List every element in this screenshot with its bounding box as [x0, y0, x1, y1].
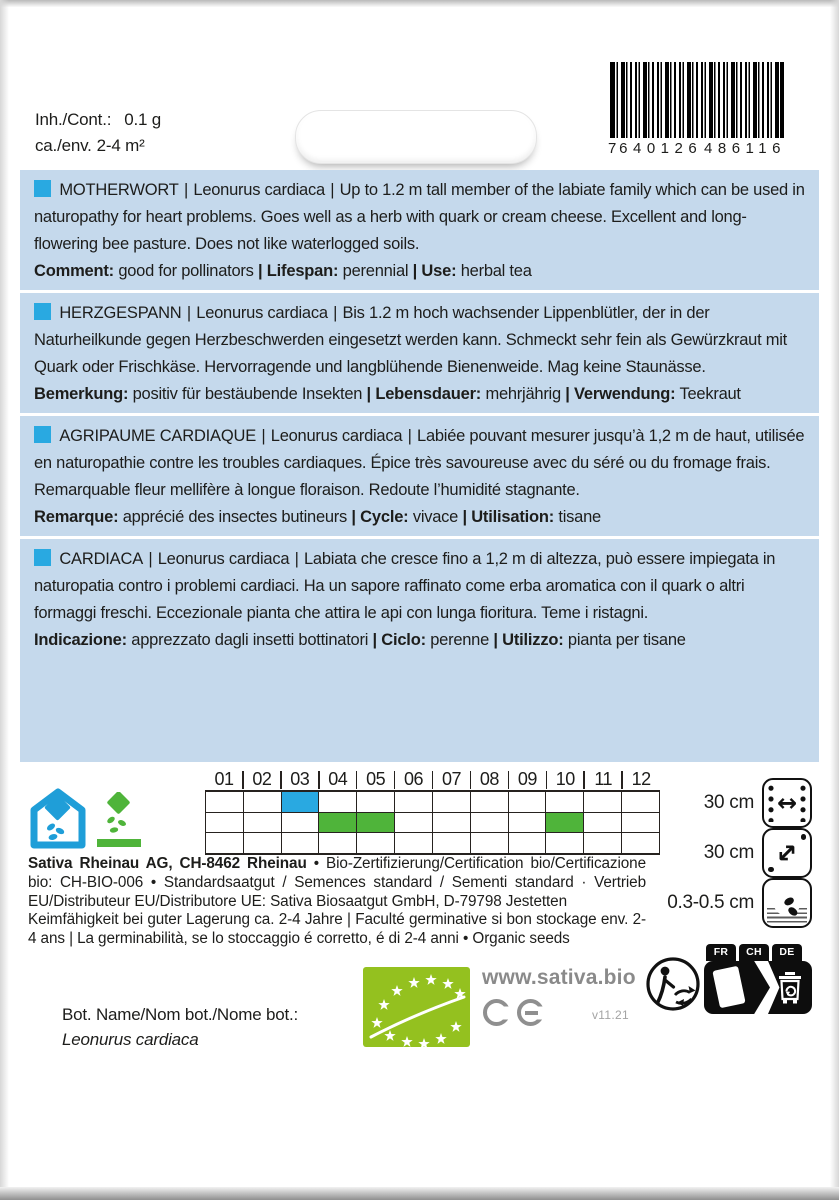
lang-description	[34, 177, 807, 258]
calendar-cell-09	[508, 792, 546, 812]
calendar-month-label: 01	[214, 769, 234, 789]
calendar-cell-05	[356, 792, 394, 812]
packet-arrow-shape	[704, 961, 770, 1014]
separator: |	[351, 508, 356, 526]
botanical-name-block	[62, 1002, 298, 1052]
calendar-month-label: 02	[243, 769, 281, 790]
calendar-cell-07	[432, 813, 470, 833]
separator: |	[333, 304, 338, 322]
common-name: CARDIACA	[59, 550, 144, 568]
description-text: Labiée pouvant mesurer jusqu’à 1,2 m de haut, utilisée en naturopathie contre les troubles cardiaques. Épice très savoureuse avec du séré ou du fromage frais. Remarquable fleur mellifère à longue floraison. Redoute l’humidité stagnante.	[34, 427, 805, 499]
content-quantity	[35, 107, 161, 159]
info-value: pianta per tisane	[567, 631, 686, 649]
calendar-cell-10	[545, 833, 583, 853]
ean-barcode	[608, 62, 786, 158]
lang-info-line	[34, 627, 807, 654]
description-text: Up to 1.2 m tall member of the labiate family which can be used in naturopathy for heart problems. Goes well as a herb with quark or cream cheese. Excellent and long-flowering bee pasture. Does not like waterlogged soils.	[34, 181, 805, 253]
category-color-square-icon	[34, 180, 51, 197]
info-value: vivace	[412, 508, 459, 526]
calendar-cell-04	[318, 792, 356, 812]
calendar-cell-06	[394, 792, 432, 812]
horizontal-arrow-icon: ↔	[776, 789, 798, 817]
separator: |	[565, 385, 570, 403]
company-name: Sativa Rheinau AG, CH-8462 Rheinau	[28, 855, 307, 872]
calendar-cell-06	[394, 833, 432, 853]
calendar-cell-04	[318, 833, 356, 853]
recycling-bin-icon	[768, 961, 812, 1014]
info-value: good for pollinators	[118, 262, 254, 280]
separator: |	[412, 262, 418, 280]
diagonal-arrow-icon: ↔	[768, 834, 806, 872]
calendar-cell-11	[583, 833, 621, 853]
barcode-bars	[610, 62, 784, 138]
version-text: v11.21	[592, 1008, 629, 1022]
lang-description	[34, 300, 807, 381]
info-value: apprécié des insectes butineurs	[122, 508, 348, 526]
info-value: perenne	[430, 631, 490, 649]
calendar-month-label: 09	[508, 769, 546, 790]
common-name: HERZGESPANN	[59, 304, 182, 322]
info-value: positiv für bestäubende Insekten	[132, 385, 363, 403]
content-weight-line	[35, 107, 161, 133]
direct-sowing-icon	[96, 792, 142, 855]
ce-letter-c	[483, 999, 510, 1026]
calendar-cell-10	[545, 792, 583, 812]
calendar-cell-08	[470, 792, 508, 812]
sowing-depth-info	[640, 879, 812, 927]
photo-edge-left	[0, 0, 9, 1200]
calendar-cell-11	[583, 792, 621, 812]
separator: |	[148, 550, 153, 568]
description-text: Bis 1.2 m hoch wachsender Lippenblütler, der in der Naturheilkunde gegen Herzbeschwerden eingesetzt werden kann. Schmeckt sehr fein als Gewürzkraut mit Quark oder Frischkäse. Hervorragende und langblühende Bienenweide. Mag keine Staunässe.	[34, 304, 787, 376]
bot-name-value: Leonurus cardiaca	[62, 1030, 199, 1049]
info-label: Lifespan:	[266, 262, 339, 280]
area-label: ca./env.	[35, 136, 92, 155]
barcode-group1: 640126	[619, 140, 703, 157]
calendar-month-label: 06	[395, 769, 433, 790]
content-value: 0.1 g	[124, 110, 162, 129]
separator: |	[407, 427, 412, 445]
calendar-row-empty	[206, 833, 659, 853]
calendar-month-label: 04	[319, 769, 357, 790]
ce-letter-e	[517, 999, 544, 1026]
plant-spacing-info	[640, 829, 812, 877]
calendar-cell-05	[356, 833, 394, 853]
lang-block-german	[20, 293, 819, 413]
calendar-cell-03	[281, 833, 319, 853]
coverage-line	[35, 133, 161, 159]
lang-description	[34, 546, 807, 627]
disposal-tab-ch: CH	[739, 944, 769, 961]
separator: |	[493, 631, 498, 649]
botanical-name: Leonurus cardiaca	[196, 304, 328, 322]
category-color-square-icon	[34, 303, 51, 320]
photo-edge-right	[830, 0, 839, 1200]
calendar-cell-08	[470, 833, 508, 853]
info-label: Cycle:	[360, 508, 409, 526]
plant-spacing-icon	[762, 828, 812, 878]
barcode-group2: 486116	[704, 140, 786, 157]
ce-mark-icon	[483, 999, 544, 1026]
calendar-month-label: 10	[546, 769, 584, 790]
calendar-month-row	[205, 769, 660, 792]
calendar-grid	[205, 792, 660, 855]
calendar-month-label: 05	[357, 769, 395, 790]
lang-block-french	[20, 416, 819, 536]
botanical-name: Leonurus cardiaca	[270, 427, 403, 445]
calendar-cell-02	[243, 833, 281, 853]
separator: |	[186, 304, 191, 322]
sowing-depth-value: 0.3-0.5 cm	[667, 892, 754, 913]
calendar-cell-09	[508, 833, 546, 853]
eu-organic-logo	[363, 967, 470, 1047]
content-label: Inh./Cont.:	[35, 110, 112, 129]
barcode-digits	[608, 140, 786, 157]
protected-sowing-icon	[29, 787, 87, 854]
calendar-month-label: 08	[470, 769, 508, 790]
certification-text: • Bio-Zertifizierung/Certification bio/Certificazione bio: CH-BIO-006 • Standardsaatgut / Semences standard / Sementi standard · Vertrieb EU/Distributeur EU/Distributore UE: Sativa Biosaatgut GmbH, D-79798 Jestetten	[28, 855, 646, 910]
calendar-cell-08	[470, 813, 508, 833]
photo-edge-bottom	[0, 1187, 839, 1200]
lang-info-line	[34, 381, 807, 408]
lang-info-line	[34, 258, 807, 285]
lang-description	[34, 423, 807, 504]
lang-info-line	[34, 504, 807, 531]
area-value: 2-4 m²	[96, 136, 145, 155]
calendar-cell-04	[318, 813, 356, 833]
calendar-cell-03	[281, 813, 319, 833]
calendar-cell-02	[243, 813, 281, 833]
row-spacing-value: 30 cm	[703, 792, 754, 813]
info-label: Use:	[421, 262, 457, 280]
description-text: Labiata che cresce fino a 1,2 m di altezza, può essere impiegata in naturopatia contro i problemi cardiaci. Ha un sapore raffinato come erba aromatica con il quark o altri formaggi freschi. Eccezionale pianta che attira le api con lunga fioritura. Teme i ristagni.	[34, 550, 776, 622]
germination-paragraph: Keimfähigkeit bei guter Lagerung ca. 2-4 Jahre | Faculté germinative si bon stockage env. 2-4 ans | La germinabilità, se lo stoccaggio é corretto, é di 2-4 anni • Organic seeds	[28, 911, 646, 948]
info-value: herbal tea	[460, 262, 532, 280]
calendar-month-label: 12	[622, 769, 660, 790]
info-label: Verwendung:	[574, 385, 676, 403]
barcode-lead-digit: 7	[608, 140, 618, 157]
photo-edge-top	[0, 0, 839, 7]
plant-spacing-value: 30 cm	[703, 842, 754, 863]
calendar-cell-02	[243, 792, 281, 812]
calendar-cell-01	[206, 813, 243, 833]
calendar-cell-07	[432, 833, 470, 853]
info-label: Utilizzo:	[502, 631, 564, 649]
sowing-calendar	[205, 769, 660, 855]
calendar-row-protected-sowing	[206, 792, 659, 813]
disposal-sorting-icon	[704, 944, 812, 1014]
info-label: Remarque:	[34, 508, 119, 526]
calendar-cell-07	[432, 792, 470, 812]
calendar-cell-01	[206, 792, 243, 812]
calendar-cell-11	[583, 813, 621, 833]
lang-block-english	[20, 170, 819, 290]
common-name: AGRIPAUME CARDIAQUE	[59, 427, 257, 445]
certification-paragraph	[28, 855, 646, 911]
separator: |	[372, 631, 377, 649]
info-label: Bemerkung:	[34, 385, 129, 403]
info-value: perennial	[342, 262, 409, 280]
category-color-square-icon	[34, 549, 51, 566]
calendar-cell-06	[394, 813, 432, 833]
info-value: Teekraut	[679, 385, 741, 403]
disposal-tab-de: DE	[772, 944, 802, 961]
info-label: Ciclo:	[381, 631, 426, 649]
seed-packet-shape	[712, 966, 745, 1009]
info-label: Indicazione:	[34, 631, 127, 649]
info-value: apprezzato dagli insetti bottinatori	[131, 631, 369, 649]
separator: |	[258, 262, 263, 280]
separator: |	[261, 427, 266, 445]
disposal-country-tabs	[704, 944, 812, 961]
separator: |	[330, 181, 335, 199]
calendar-cell-10	[545, 813, 583, 833]
calendar-cell-09	[508, 813, 546, 833]
botanical-name: Leonurus cardiaca	[193, 181, 325, 199]
info-label: Utilisation:	[471, 508, 555, 526]
separator: |	[462, 508, 467, 526]
botanical-name: Leonurus cardiaca	[157, 550, 290, 568]
calendar-cell-01	[206, 833, 243, 853]
calendar-month-label: 03	[281, 769, 319, 790]
company-info	[28, 855, 646, 949]
calendar-cell-05	[356, 813, 394, 833]
info-value: tisane	[558, 508, 601, 526]
hang-hole	[295, 110, 537, 164]
language-band	[20, 170, 819, 762]
info-label: Comment:	[34, 262, 114, 280]
calendar-cell-03	[281, 792, 319, 812]
lang-block-italian	[20, 539, 819, 762]
disposal-tab-fr: FR	[706, 944, 736, 961]
category-color-square-icon	[34, 426, 51, 443]
common-name: MOTHERWORT	[59, 181, 179, 199]
bot-name-label: Bot. Name/Nom bot./Nome bot.:	[62, 1005, 299, 1024]
sowing-depth-icon	[762, 878, 812, 928]
website-text: www.sativa.bio	[482, 966, 636, 989]
info-label: Lebensdauer:	[375, 385, 482, 403]
calendar-month-label: 11	[584, 769, 622, 790]
info-value: mehrjährig	[485, 385, 561, 403]
separator: |	[294, 550, 299, 568]
separator: |	[184, 181, 189, 199]
calendar-row-direct-sowing	[206, 813, 659, 834]
triman-recycling-icon	[645, 956, 701, 1017]
disposal-pictogram	[704, 961, 812, 1014]
separator: |	[366, 385, 371, 403]
calendar-month-label: 07	[433, 769, 471, 790]
